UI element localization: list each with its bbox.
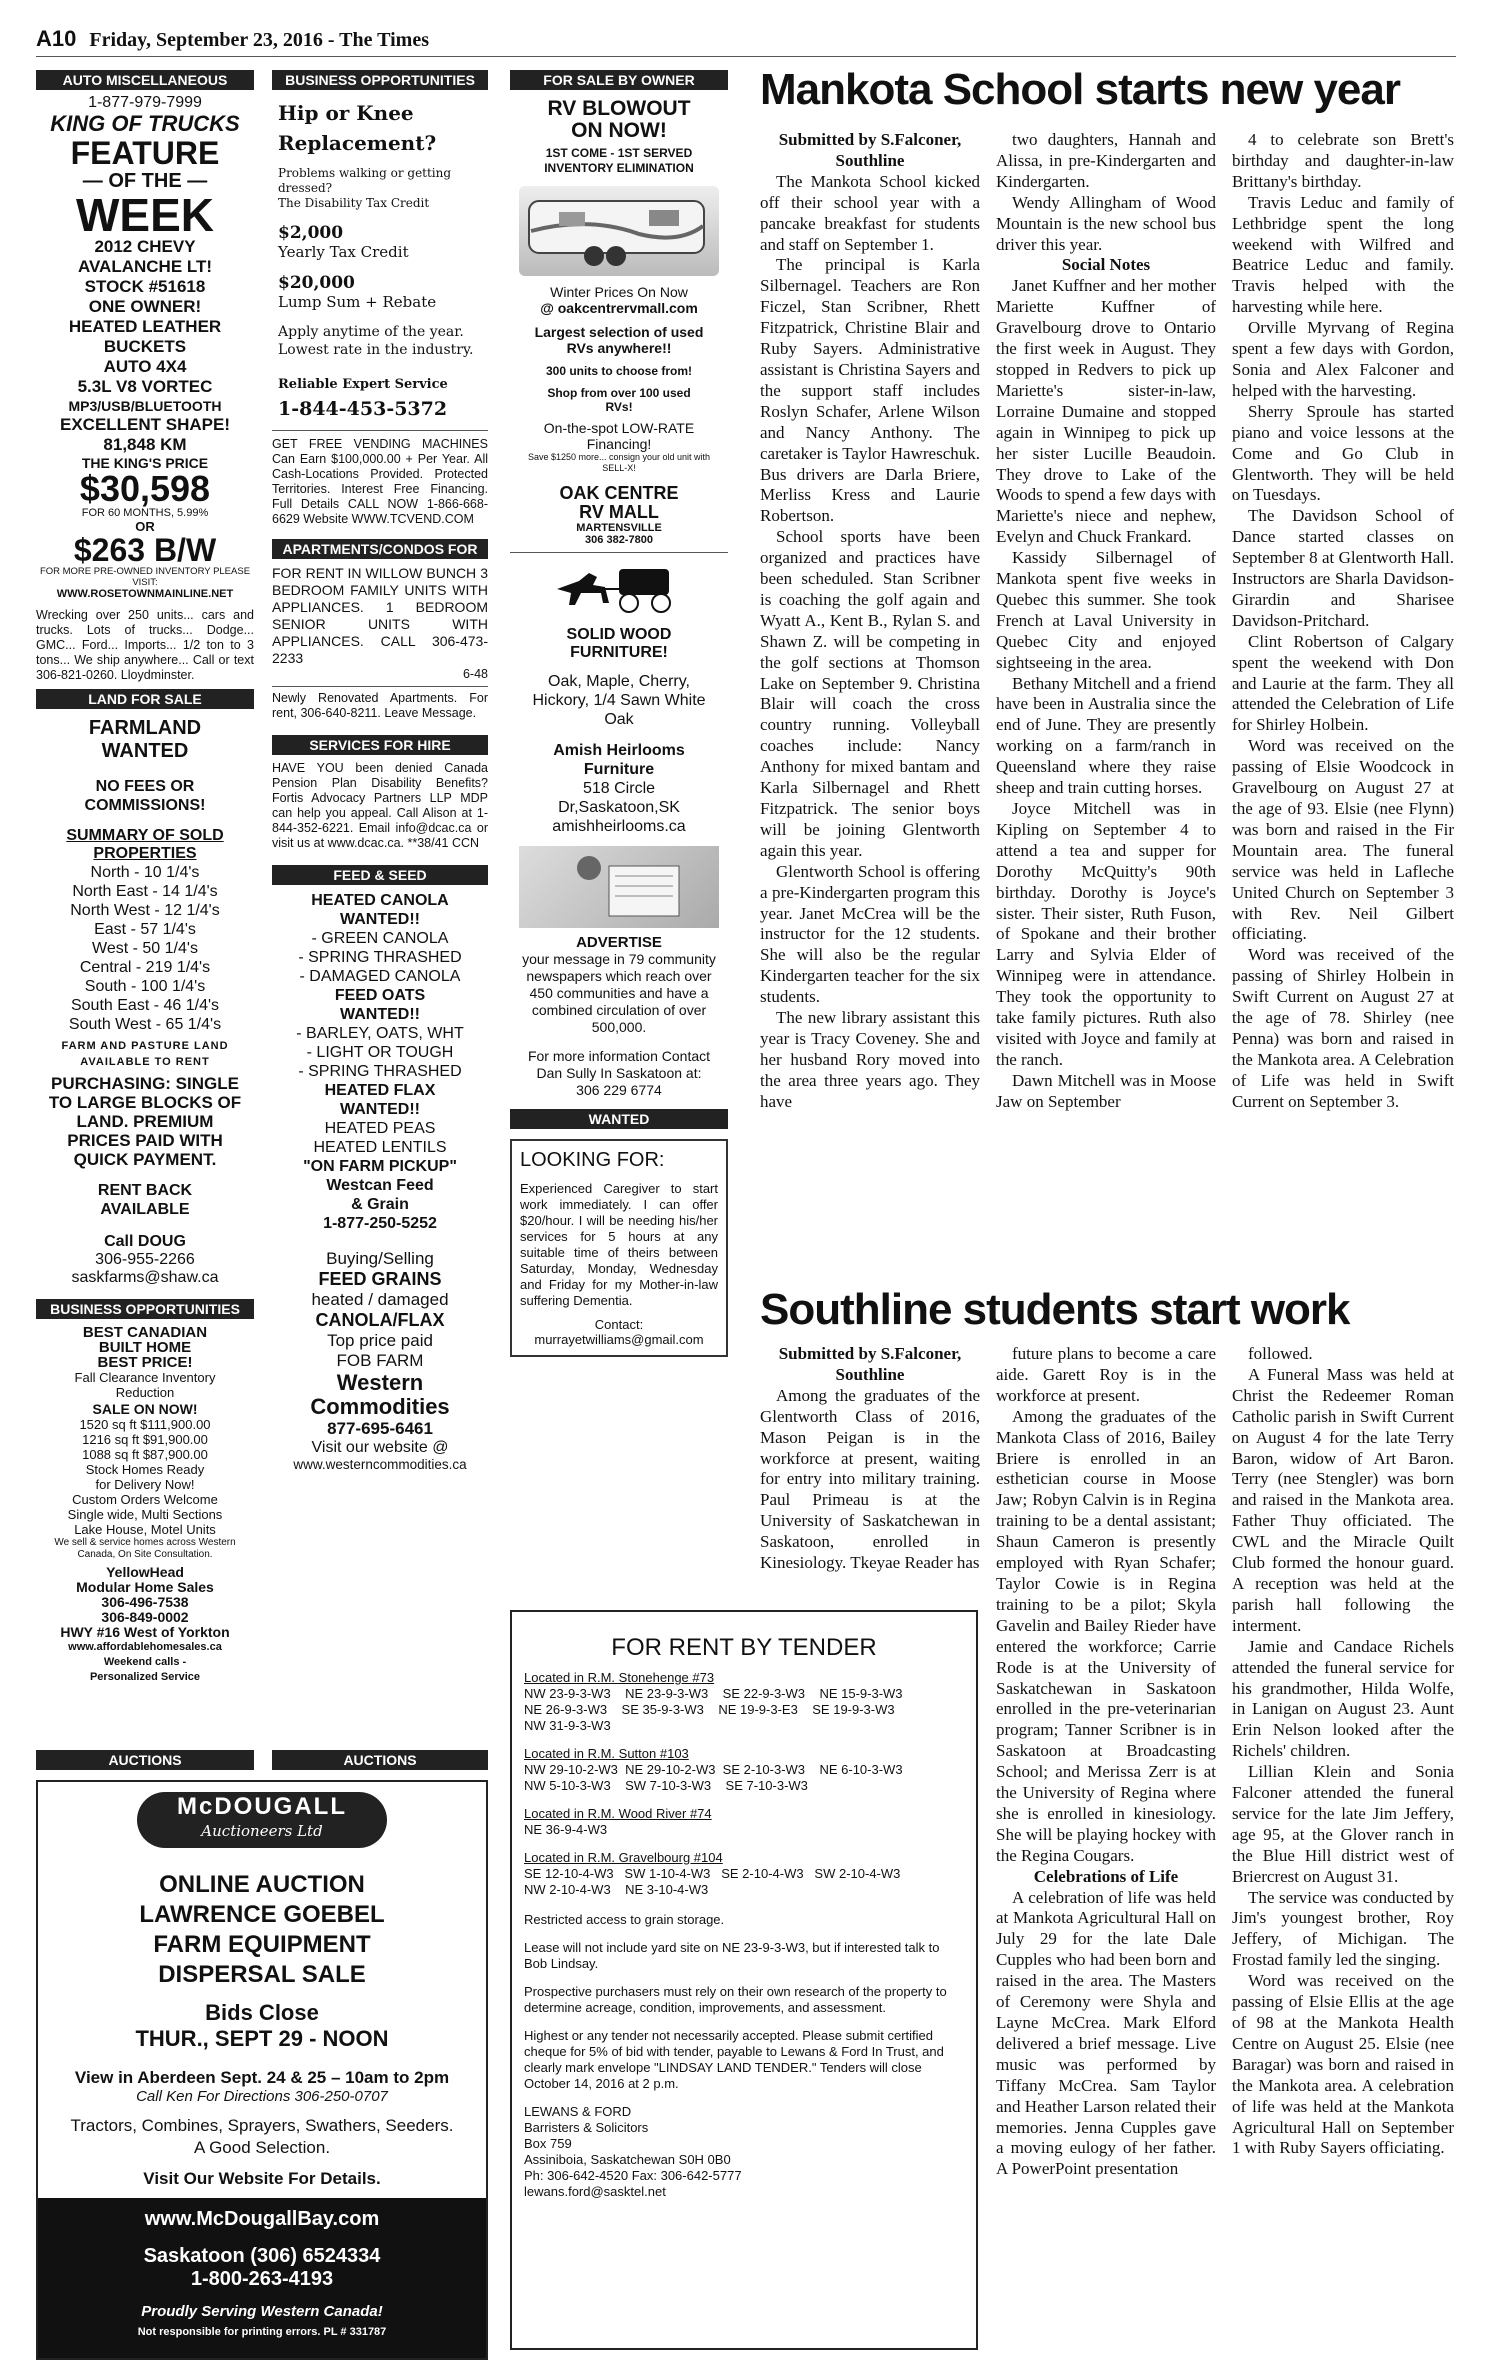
canola-ad bbox=[272, 885, 488, 1233]
apartment-ad-2: Newly Renovated Apartments. For rent, 306-640-8211. Leave Message. bbox=[272, 691, 488, 720]
kot-brand: KING OF TRUCKS bbox=[50, 111, 240, 136]
article2-byline: Submitted by S.Falconer, Southline bbox=[778, 1344, 962, 1384]
auction-line: FARM EQUIPMENT bbox=[153, 1931, 371, 1958]
paragraph: Glentworth School is offering a pre-Kindergarten program this year. Janet McCrea will be the instructor for the 12 students. She will also be the regular Kindergarten teacher for the six students. bbox=[760, 861, 980, 1007]
auction-logo bbox=[137, 1792, 387, 1848]
section-bar-auctions-1: AUCTIONS bbox=[36, 1750, 254, 1770]
feed-line: HEATED FLAX bbox=[324, 1082, 436, 1099]
biz-line: YellowHead bbox=[106, 1564, 184, 1580]
paragraph: The service was conducted by Jim's youngest brother, Roy Jeffery, of Michigan. The Frostad family led the singing. bbox=[1232, 1887, 1454, 1970]
biz-line: Personalized Service bbox=[89, 1671, 201, 1683]
auction-url[interactable]: www.McDougallBay.com bbox=[144, 2208, 380, 2230]
auction-close: Bids Close bbox=[205, 2000, 319, 2025]
feed-line: - GREEN CANOLA bbox=[311, 930, 449, 947]
hip-credit: The Disability Tax Credit bbox=[278, 196, 430, 210]
article1-byline: Submitted by S.Falconer, Southline bbox=[778, 130, 962, 170]
hip-sub: Problems walking or getting dressed? bbox=[278, 166, 452, 195]
section-bar-feed: FEED & SEED bbox=[272, 865, 488, 885]
auction-date: THUR., SEPT 29 - NOON bbox=[135, 2026, 389, 2051]
article1-text-b bbox=[996, 130, 1216, 1113]
paragraph: Kassidy Silbernagel of Mankota spent five weeks in Quebec this summer. She took French at Laval University in Quebec City and enjoyed sightseeing in the area. bbox=[996, 548, 1216, 672]
auction-line: DISPERSAL SALE bbox=[158, 1961, 366, 1988]
biz-line: Weekend calls - bbox=[103, 1656, 187, 1668]
paragraph: The new library assistant this year is Tracy Coveney. She and her husband Rory moved into the area three years ago. They have bbox=[760, 1008, 980, 1111]
kot-url[interactable]: WWW.ROSETOWNMAINLINE.NET bbox=[56, 588, 234, 600]
hip-service: Reliable Expert Service bbox=[278, 377, 448, 392]
biz-line: Single wide, Multi Sections bbox=[67, 1507, 223, 1522]
firm-email[interactable]: lewans.ford@sasktel.net bbox=[524, 2184, 666, 2199]
biz-line: Reduction bbox=[115, 1385, 175, 1400]
rv-ad bbox=[510, 90, 728, 546]
rv-sub: 1ST COME - 1ST SERVED INVENTORY ELIMINATION bbox=[544, 146, 694, 175]
auction-phone2: 1-800-263-4193 bbox=[190, 2268, 334, 2290]
feed2-line: Buying/Selling bbox=[326, 1249, 434, 1268]
feed-line: & Grain bbox=[351, 1196, 409, 1213]
newspaper-reader-image bbox=[519, 846, 719, 928]
feed2-line: Visit our website @ bbox=[311, 1439, 449, 1456]
article2-text-b2 bbox=[996, 1888, 1216, 2181]
feed2-line: Western bbox=[336, 1370, 424, 1395]
services-ad: HAVE YOU been denied Canada Pension Plan Disability Benefits? Fortis Advocacy Partners LLP MDP can help you appeal. Call Alison at 1-844-352-6221. Email info@dcac.ca or visit us at www.dcac.ca. **38/41 CCN bbox=[272, 761, 488, 850]
rv-spot: On-the-spot LOW-RATE Financing! bbox=[543, 420, 695, 452]
list-item: South - 100 1/4's bbox=[84, 978, 206, 995]
rv-name: OAK CENTRE RV MALL bbox=[559, 483, 679, 522]
kot-or: OR bbox=[135, 519, 155, 534]
article1-col-c bbox=[1232, 130, 1454, 1280]
advertise-ad bbox=[510, 846, 728, 1099]
section-bar-for-sale: FOR SALE BY OWNER bbox=[510, 70, 728, 90]
article2-col-a bbox=[760, 1344, 980, 1584]
biz-line: 1216 sq ft $91,900.00 bbox=[82, 1432, 208, 1447]
article2-celebrations: Celebrations of Life bbox=[1033, 1866, 1179, 1886]
biz-line: BEST CANADIAN bbox=[82, 1324, 208, 1341]
list-item: Central - 219 1/4's bbox=[79, 959, 211, 976]
hip-title: Hip or Knee Replacement? bbox=[278, 101, 437, 155]
feed-line: - DAMAGED CANOLA bbox=[299, 968, 461, 985]
kot-line: BUCKETS bbox=[103, 337, 187, 356]
section-bar-apartments: APARTMENTS/CONDOS FOR bbox=[272, 539, 488, 559]
article1-text-c bbox=[1232, 130, 1454, 1113]
tender-parcel: NE 36-9-4-W3 bbox=[524, 1822, 608, 1837]
article2-text-a bbox=[760, 1386, 980, 1574]
tender-firm bbox=[524, 2104, 964, 2200]
biz-line: We sell & service homes across Western Canada, On Site Consultation. bbox=[54, 1537, 236, 1560]
feed2-line: Commodities bbox=[310, 1394, 450, 1419]
biz-line: 1088 sq ft $87,900.00 bbox=[82, 1447, 208, 1462]
paragraph: Clint Robertson of Calgary spent the weekend with Don and Laurie at the farm. They all attended the Celebration of Life for Shirley Holbein. bbox=[1232, 631, 1454, 735]
paragraph: followed. bbox=[1248, 1344, 1313, 1363]
section-bar-wanted: WANTED bbox=[510, 1109, 728, 1129]
land-summary: SUMMARY OF SOLD PROPERTIES bbox=[66, 827, 224, 862]
section-bar-business: BUSINESS OPPORTUNITIES bbox=[36, 1299, 254, 1319]
land-nofees: NO FEES OR COMMISSIONS! bbox=[84, 778, 206, 814]
section-bar-land: LAND FOR SALE bbox=[36, 689, 254, 709]
article2-col-c bbox=[1232, 1344, 1454, 2350]
tender-section-head: Located in R.M. Wood River #74 bbox=[524, 1806, 712, 1821]
advertise-more: For more information Contact Dan Sully In Saskatoon at: 306 229 6774 bbox=[527, 1048, 711, 1098]
reader-icon bbox=[519, 846, 719, 928]
biz-line: BEST PRICE! bbox=[97, 1354, 193, 1371]
furniture-addr: 518 Circle Dr,Saskatoon,SK bbox=[558, 780, 680, 816]
tender-parcel: NW 23-9-3-W3 NE 23-9-3-W3 SE 22-9-3-W3 NE 15-9-3-W3 bbox=[524, 1686, 903, 1701]
feed2-line: FEED GRAINS bbox=[318, 1269, 442, 1289]
paragraph: The principal is Karla Silbernagel. Teachers are Ron Ficzel, Stan Scribner, Rhett Fitzpatrick, Christine Blair and Ruby Sayers. Administrative assistant is Christina Sayers and the support staff includes Roslyn Schafer, Arlene Wilson and Nancy Anthony. The caretaker is Taylor Hawreschuk. Bus drivers are Darla Briere, Merliss Kress and Laurie Robertson. bbox=[760, 255, 980, 526]
page-number: A10 bbox=[36, 26, 77, 51]
tender-note: Restricted access to grain storage. bbox=[524, 1912, 725, 1927]
biz-line: 1520 sq ft $111,900.00 bbox=[79, 1417, 211, 1432]
looking-email[interactable]: murrayetwilliams@gmail.com bbox=[534, 1332, 704, 1347]
feed2-line: FOB FARM bbox=[336, 1351, 424, 1370]
paragraph: Word was received of the passing of Shirley Holbein in Swift Current on August 27 at the age of 78. Shirley (nee Penna) was born and raised in the Mankota area. A Celebration of Life was held in Swift Current on September 3. bbox=[1232, 945, 1454, 1111]
kot-line: EXCELLENT SHAPE! bbox=[59, 415, 231, 434]
article1-headline: Mankota School starts new year bbox=[760, 65, 1400, 114]
hip-amt2-label: Lump Sum + Rebate bbox=[278, 293, 437, 311]
tender-section-head: Located in R.M. Sutton #103 bbox=[524, 1746, 689, 1761]
paragraph: Among the graduates of the Mankota Class of 2016, Bailey Briere is enrolled in an esthetician course in Moose Jaw; Robyn Calvin is in Regina training to be a dental assistant; Shaun Cameron is presently employed with Ryan Schafer; Taylor Cowie is in Regina training to be a pilot; Skyla Gavelin and Bailey Rieder have entered the workforce; Carrie Rode is at the University of Saskatchewan in Saskatoon enrolled in the pre-veterinarian program; Tanner Scribner is in Saskatoon at Broadcasting School; and Merissa Zerr is at the University of Regina where she is enrolled in kinesiology. She will be playing hockey with the Regina Cougars. bbox=[996, 1406, 1216, 1865]
furniture-title: SOLID WOOD FURNITURE! bbox=[566, 626, 672, 661]
biz-line: BUILT HOME bbox=[98, 1339, 192, 1356]
feed-line: WANTED!! bbox=[340, 911, 420, 928]
feed-line: 1-877-250-5252 bbox=[323, 1215, 437, 1232]
hip-phone: 1-844-453-5372 bbox=[278, 398, 448, 420]
social-notes-subhead: Social Notes bbox=[1061, 255, 1151, 275]
paragraph: Wendy Allingham of Wood Mountain is the new school bus driver this year. bbox=[996, 192, 1216, 254]
wrecking-ad: Wrecking over 250 units... cars and trucks. Lots of trucks... Dodge... GMC... Ford... Imports... 1/2 ton to 3 tons... We ship anywhere... Call or text 306-821-0260. Lloydminster. bbox=[36, 608, 254, 682]
tender-parcel: NW 29-10-2-W3 NE 29-10-2-W3 SE 2-10-3-W3 NE 6-10-3-W3 bbox=[524, 1762, 903, 1777]
biz-line: 306-849-0002 bbox=[101, 1609, 189, 1625]
feed-line: WANTED!! bbox=[340, 1006, 420, 1023]
kot-line: AUTO 4X4 bbox=[103, 357, 187, 376]
paragraph: Orville Myrvang of Regina spent a few days with Gordon, Sonia and Alex Falconer and helped with the harvesting. bbox=[1232, 318, 1454, 400]
kot-bw: $263 B/W bbox=[73, 532, 217, 568]
hip-knee-ad bbox=[272, 90, 488, 420]
column-classifieds-3 bbox=[510, 70, 728, 1630]
auction-line: LAWRENCE GOEBEL bbox=[139, 1901, 385, 1928]
feed-line: FEED OATS bbox=[334, 987, 426, 1004]
tender-note: Lease will not include yard site on NE 23-9-3-W3, but if interested talk to Bob Lindsay. bbox=[524, 1940, 940, 1971]
tender-section bbox=[524, 1670, 964, 1734]
auction-sub: Auctioneers Ltd bbox=[201, 1822, 323, 1840]
tender-section bbox=[524, 1850, 964, 1898]
modular-homes-ad bbox=[36, 1319, 254, 1685]
section-bar-business-2: BUSINESS OPPORTUNITIES bbox=[272, 70, 488, 90]
looking-contact: Contact: bbox=[594, 1317, 644, 1332]
kot-line: ONE OWNER! bbox=[88, 297, 202, 316]
advertise-title: ADVERTISE bbox=[576, 934, 662, 951]
kot-price: $30,598 bbox=[79, 468, 211, 509]
feed-line: "ON FARM PICKUP" bbox=[303, 1158, 457, 1175]
paragraph: Sherry Sproule has started piano and voice lessons at the Come and Go Club in Glentworth. They will be held on Tuesdays. bbox=[1232, 401, 1454, 505]
article1-text-a bbox=[760, 172, 980, 1113]
auction-tag: Proudly Serving Western Canada! bbox=[141, 2303, 383, 2320]
paragraph: Travis Leduc and family of Lethbridge spent the long weekend with Wilfred and Beatrice Leduc and family. Travis helped with the harvesting while here. bbox=[1232, 192, 1454, 317]
rv-title: RV BLOWOUT ON NOW! bbox=[547, 97, 691, 142]
biz-line: Lake House, Motel Units bbox=[74, 1522, 216, 1537]
amish-ad bbox=[510, 552, 728, 836]
tender-section bbox=[524, 1746, 964, 1794]
furniture-woods: Oak, Maple, Cherry, Hickory, 1/4 Sawn White Oak bbox=[532, 673, 706, 728]
kot-of-the: — OF THE — bbox=[82, 170, 208, 192]
furniture-url[interactable]: amishheirlooms.ca bbox=[552, 818, 686, 835]
article1-col-b bbox=[996, 130, 1216, 1280]
tender-section-head: Located in R.M. Gravelbourg #104 bbox=[524, 1850, 723, 1865]
hip-apply: Apply anytime of the year. Lowest rate in the industry. bbox=[278, 324, 474, 358]
rv-shop: Shop from over 100 used RVs! bbox=[547, 386, 691, 414]
tender-section-head: Located in R.M. Stonehenge #73 bbox=[524, 1670, 715, 1685]
auction-disclaimer: Not responsible for printing errors. PL # 331787 bbox=[137, 2326, 387, 2338]
biz-line: Custom Orders Welcome bbox=[72, 1492, 218, 1507]
hip-amt1: $2,000 bbox=[278, 223, 344, 243]
commodities-ad bbox=[272, 1233, 488, 1472]
mcdougall-auction-ad bbox=[36, 1780, 488, 2360]
king-of-trucks-ad bbox=[36, 90, 254, 600]
kot-for: FOR 60 MONTHS, 5.99% bbox=[81, 507, 209, 519]
paragraph: Bethany Mitchell and a friend have been in Australia since the end of June. They are presently working on a farm/ranch in Queensland where they raise sheep and train cutting horses. bbox=[996, 673, 1216, 798]
feed-line: Westcan Feed bbox=[326, 1177, 434, 1194]
feed-line: - LIGHT OR TOUGH bbox=[306, 1044, 454, 1061]
list-item: North West - 12 1/4's bbox=[70, 902, 220, 919]
feed2-line: heated / damaged bbox=[311, 1290, 449, 1309]
feed-line: WANTED!! bbox=[340, 1101, 420, 1118]
column-classifieds-2 bbox=[272, 70, 488, 1770]
land-phone: 306-955-2266 bbox=[95, 1251, 195, 1268]
biz-line: Stock Homes Ready bbox=[85, 1462, 205, 1477]
tender-parcel: SE 12-10-4-W3 SW 1-10-4-W3 SE 2-10-4-W3 SW 2-10-4-W3 bbox=[524, 1866, 901, 1881]
paragraph: 4 to celebrate son Brett's birthday and daughter-in-law Brittany's birthday. bbox=[1232, 130, 1454, 191]
rv-place: MARTENSVILLE bbox=[576, 522, 662, 534]
apartment-code: 6-48 bbox=[462, 667, 488, 681]
paragraph: Joyce Mitchell was in Kipling on September 4 to attend a tea and supper for Dorothy McQuitty's 90th birthday. Dorothy is Joyce's sister. Their sister, Ruth Fuson, of Spokane and their brother Larry and Sylvia Elder of Winnipeg were in attendance. They took the opportunity to take family pictures. Ruth also visited with Joyce and family at the ranch. bbox=[996, 799, 1216, 1069]
paragraph: Among the graduates of the Glentworth Class of 2016, Mason Peigan is in the workforce at present, waiting for entry into military training. Paul Primeau is at the University of Saskatchewan in Saskatoon, enrolled in Kinesiology. Tkeyae Reader has bbox=[760, 1385, 980, 1573]
tender-parcel: NW 31-9-3-W3 bbox=[524, 1718, 611, 1733]
paragraph: A celebration of life was held at Mankota Agricultural Hall on July 29 for the late Dale Cupples who had been born and raised in the area. The Masters of Ceremony were Shyla and Layne McCrea. Mark Elford delivered a brief message. Live music was performed by Tiffany McCrea. Sam Taylor and Heather Larson related their memories. Jenna Cupples gave a moving eulogy of her father. A PowerPoint presentation bbox=[996, 1887, 1216, 2179]
auction-footer bbox=[38, 2198, 486, 2358]
kot-line: 81,848 KM bbox=[103, 435, 187, 454]
paragraph: future plans to become a care aide. Garett Roy is in the workforce at present. bbox=[996, 1344, 1216, 1405]
paragraph: Jamie and Candace Richels attended the funeral service for his grandmother, Hilda Wolfe, in Lanigan on August 23. Aunt Erin Nelson looked after the Richels' children. bbox=[1232, 1636, 1454, 1761]
auction-directions: Call Ken For Directions 306-250-0707 bbox=[136, 2088, 388, 2105]
rv-save: Save $1250 more... consign your old unit with SELL-X! bbox=[527, 452, 711, 473]
kot-phone: 1-877-979-7999 bbox=[88, 94, 202, 111]
kot-week: WEEK bbox=[76, 189, 214, 241]
advertise-text: your message in 79 community newspapers which reach over 450 communities and have a combined circulation of over 500,000. bbox=[522, 951, 716, 1035]
tender-note: Prospective purchasers must rely on their own research of the property to determine acreage, condition, improvements, and assessment. bbox=[524, 1984, 947, 2015]
apartment-ad: FOR RENT IN WILLOW BUNCH 3 BEDROOM FAMILY UNITS WITH APPLIANCES. 1 BEDROOM SENIOR UNITS WITH APPLIANCES. CALL 306-473-2233 bbox=[272, 565, 488, 666]
paragraph: The Davidson School of Dance started classes on September 8 at Glentworth Hall. Instructors are Sharla Davidson-Girardin and Sharisee Davidson-Pritchard. bbox=[1232, 506, 1454, 630]
auction-view: View in Aberdeen Sept. 24 & 25 – 10am to 2pm bbox=[74, 2068, 450, 2087]
hip-amt2: $20,000 bbox=[278, 273, 355, 293]
firm-line: Ph: 306-642-4520 Fax: 306-642-5777 bbox=[524, 2168, 742, 2183]
land-purchasing: PURCHASING: SINGLE TO LARGE BLOCKS OF LAND. PREMIUM PRICES PAID WITH QUICK PAYMENT. bbox=[48, 1074, 242, 1169]
vending-ad: GET FREE VENDING MACHINES Can Earn $100,000.00 + Per Year. All Cash-Locations Provided. Protected Territories. Interest Free Financing. Full Details CALL NOW 1-866-668-6629 Website WWW.TCVEND.COM bbox=[272, 437, 488, 526]
feed-line: HEATED CANOLA bbox=[311, 892, 449, 909]
feed-line: - SPRING THRASHED bbox=[298, 1063, 462, 1080]
list-item: South East - 46 1/4's bbox=[70, 997, 220, 1014]
biz-line: HWY #16 West of Yorkton bbox=[60, 1624, 230, 1640]
paragraph: Word was received on the passing of Elsie Woodcock in Gravelbourg on August 27 at the age of 93. Elsie (nee Flynn) was born and raised in the Fir Mountain area. The funeral service was held in Lafleche United Church on September 3 with Rev. Neil Gilbert officiating. bbox=[1232, 736, 1454, 944]
firm-line: Barristers & Solicitors bbox=[524, 2120, 649, 2135]
tender-title: FOR RENT BY TENDER bbox=[611, 1634, 877, 1661]
rv-winter: Winter Prices On Now bbox=[550, 284, 688, 300]
biz-line: Fall Clearance Inventory bbox=[74, 1370, 216, 1385]
tender-parcel: NE 26-9-3-W3 SE 35-9-3-W3 NE 19-9-3-E3 SE 19-9-3-W3 bbox=[524, 1702, 895, 1717]
auction-company: McDOUGALL bbox=[177, 1793, 347, 1820]
list-item: West - 50 1/4's bbox=[92, 940, 198, 957]
paragraph: two daughters, Hannah and Alissa, in pre-Kindergarten and Kindergarten. bbox=[996, 130, 1216, 191]
feed2-line[interactable]: www.westerncommodities.ca bbox=[293, 1457, 467, 1472]
firm-line: Box 759 bbox=[524, 2136, 572, 2151]
land-call: Call DOUG bbox=[104, 1233, 186, 1250]
rv-largest: Largest selection of used RVs anywhere!! bbox=[534, 324, 704, 356]
kot-feature: FEATURE bbox=[70, 135, 220, 171]
auction-visit: Visit Our Website For Details. bbox=[143, 2169, 381, 2188]
rv-url[interactable]: @ oakcentrervmall.com bbox=[540, 300, 698, 316]
section-bar-auto-misc: AUTO MISCELLANEOUS bbox=[36, 70, 254, 90]
hip-amt1-label: Yearly Tax Credit bbox=[278, 243, 409, 261]
paragraph: Dawn Mitchell was in Moose Jaw on September bbox=[996, 1070, 1216, 1111]
kot-line: 5.3L V8 VORTEC bbox=[77, 377, 213, 396]
feed2-line: 877-695-6461 bbox=[327, 1419, 433, 1438]
list-item: East - 57 1/4's bbox=[94, 921, 196, 938]
feed-line: - SPRING THRASHED bbox=[298, 949, 462, 966]
kot-line: HEATED LEATHER bbox=[68, 317, 222, 336]
feed-line: HEATED PEAS bbox=[324, 1120, 436, 1137]
paragraph: School sports have been organized and practices have been scheduled. Stan Scribner is coaching the golf again and Wyatt A., Kent B., Rylan S. and Shawn Z. will be competing in the golf sections at Thomson Lake on September 9. Christina Blair will coach the cross country running. Volleyball coaches include: Nancy Anthony for mixed bantam and Karla Silbernagel and Rhett Fitzpatrick. The senior boys will be joining Glentworth again this year. bbox=[760, 527, 980, 860]
firm-line: Assiniboia, Saskatchewan S0H 0B0 bbox=[524, 2152, 731, 2167]
paragraph: Lillian Klein and Sonia Falconer attended the funeral service for the late Jim Jeffery, age 95, at the Glover ranch in the Blue Hill district west of Briercrest on August 31. bbox=[1232, 1762, 1454, 1886]
biz-line[interactable]: www.affordablehomesales.ca bbox=[68, 1641, 222, 1653]
auction-line: ONLINE AUCTION bbox=[159, 1871, 365, 1898]
tender-parcel: NW 5-10-3-W3 SW 7-10-3-W3 SE 7-10-3-W3 bbox=[524, 1778, 808, 1793]
kot-line: THE KING'S PRICE bbox=[81, 455, 209, 471]
biz-line: for Delivery Now! bbox=[95, 1477, 195, 1492]
land-email[interactable]: saskfarms@shaw.ca bbox=[71, 1269, 219, 1286]
looking-text: Experienced Caregiver to start work immediately. I can offer $20/hour. I will be needing his/her services for 5 hours at any suitable time of theirs between Saturday, Monday, Wednesday and Friday for my Mother-in-law suffering Dementia. bbox=[520, 1181, 718, 1308]
land-rentback: RENT BACK AVAILABLE bbox=[97, 1182, 193, 1218]
biz-line: 306-496-7538 bbox=[101, 1594, 189, 1610]
kot-line: AVALANCHE LT! bbox=[77, 257, 213, 276]
kot-line: 2012 CHEVY bbox=[94, 237, 196, 256]
feed-line: HEATED LENTILS bbox=[313, 1139, 447, 1156]
furniture-name: Amish Heirlooms Furniture bbox=[553, 742, 685, 778]
auction-items: Tractors, Combines, Sprayers, Swathers, Seeders. A Good Selection. bbox=[70, 2116, 454, 2157]
land-title: FARMLAND WANTED bbox=[88, 717, 202, 762]
paragraph: Janet Kuffner and her mother Mariette Kuffner of Gravelbourg drove to Ontario the first week in August. They stopped in Redvers to pick up Mariette's sister-in-law, Lorraine Dumaine and stopped again in Winnipeg to pick up her sister Lucille Beaudoin. They drove to Lake of the Woods to spend a few days with Mariette's niece and nephew, Evelyn and Chuck Frankard. bbox=[996, 276, 1216, 547]
article1-col-a bbox=[760, 130, 980, 1280]
land-list bbox=[36, 863, 254, 1034]
list-item: South West - 65 1/4's bbox=[68, 1016, 222, 1033]
article2-col-b bbox=[996, 1344, 1216, 2350]
feed-line: - BARLEY, OATS, WHT bbox=[296, 1025, 464, 1042]
section-bar-auctions-2: AUCTIONS bbox=[272, 1750, 488, 1770]
list-item: North - 10 1/4's bbox=[90, 864, 200, 881]
land-pasture: FARM AND PASTURE LAND AVAILABLE TO RENT bbox=[61, 1040, 229, 1068]
paragraph: The Mankota School kicked off their school year with a pancake breakfast for students and staff on September 1. bbox=[760, 171, 980, 254]
article2-text-b bbox=[996, 1344, 1216, 1867]
article2-headline: Southline students start work bbox=[760, 1285, 1350, 1334]
rv-units: 300 units to choose from! bbox=[545, 364, 693, 378]
kot-line: MP3/USB/BLUETOOTH bbox=[68, 398, 222, 414]
kot-line: STOCK #51618 bbox=[84, 277, 206, 296]
tender-section bbox=[524, 1806, 964, 1838]
tender-ad bbox=[510, 1610, 978, 2350]
biz-line: SALE ON NOW! bbox=[92, 1401, 198, 1417]
section-bar-services: SERVICES FOR HIRE bbox=[272, 735, 488, 755]
paragraph: A Funeral Mass was held at Christ the Redeemer Roman Catholic parish in Swift Current on August 4 for the late Terry Baron, widow of Art Baron. Terry (nee Stengler) was born and raised in the Mankota area. Father Thuy officiated. The CWL and the Miracle Quilt Club formed the honour guard. A reception was held at the parish hall following the interment. bbox=[1232, 1364, 1454, 1635]
tender-note: Highest or any tender not necessarily accepted. Please submit certified cheque for 5% of bid with tender, payable to Lewans & Ford In Trust, and clearly mark envelope "LINDSAY LAND TENDER." Tenders will close October 14, 2016 at 2 p.m. bbox=[524, 2028, 944, 2091]
rv-trailer-image bbox=[519, 186, 719, 276]
farmland-ad bbox=[36, 709, 254, 1287]
rv-trailer-icon bbox=[519, 186, 719, 276]
kot-more: FOR MORE PRE-OWNED INVENTORY PLEASE VISIT: bbox=[39, 566, 251, 588]
looking-for-ad bbox=[510, 1139, 728, 1357]
firm-line: LEWANS & FORD bbox=[524, 2104, 632, 2119]
list-item: North East - 14 1/4's bbox=[72, 883, 218, 900]
article2-text-c bbox=[1232, 1344, 1454, 2159]
column-classifieds-1 bbox=[36, 70, 254, 1770]
rv-phone: 306 382-7800 bbox=[585, 534, 653, 546]
biz-line: Modular Home Sales bbox=[76, 1579, 214, 1595]
paragraph: Word was received on the passing of Elsie Ellis at the age of 98 at the Mankota Health Centre on August 25. Elsie (nee Baragar) was born and raised in the Mankota area. A celebration of life was held at the Mankota Agricultural Hall on September 1 with Ruby Sayers officiating. bbox=[1232, 1971, 1454, 2158]
looking-title: LOOKING FOR: bbox=[520, 1149, 665, 1171]
feed2-line: CANOLA/FLAX bbox=[315, 1310, 445, 1330]
auction-phone1: Saskatoon (306) 6524334 bbox=[143, 2245, 381, 2267]
horse-buggy-icon bbox=[549, 559, 689, 615]
tender-parcel: NW 2-10-4-W3 NE 3-10-4-W3 bbox=[524, 1882, 709, 1897]
page-header bbox=[36, 26, 1456, 57]
feed2-line: Top price paid bbox=[327, 1331, 433, 1350]
dateline: Friday, September 23, 2016 - The Times bbox=[89, 29, 429, 51]
